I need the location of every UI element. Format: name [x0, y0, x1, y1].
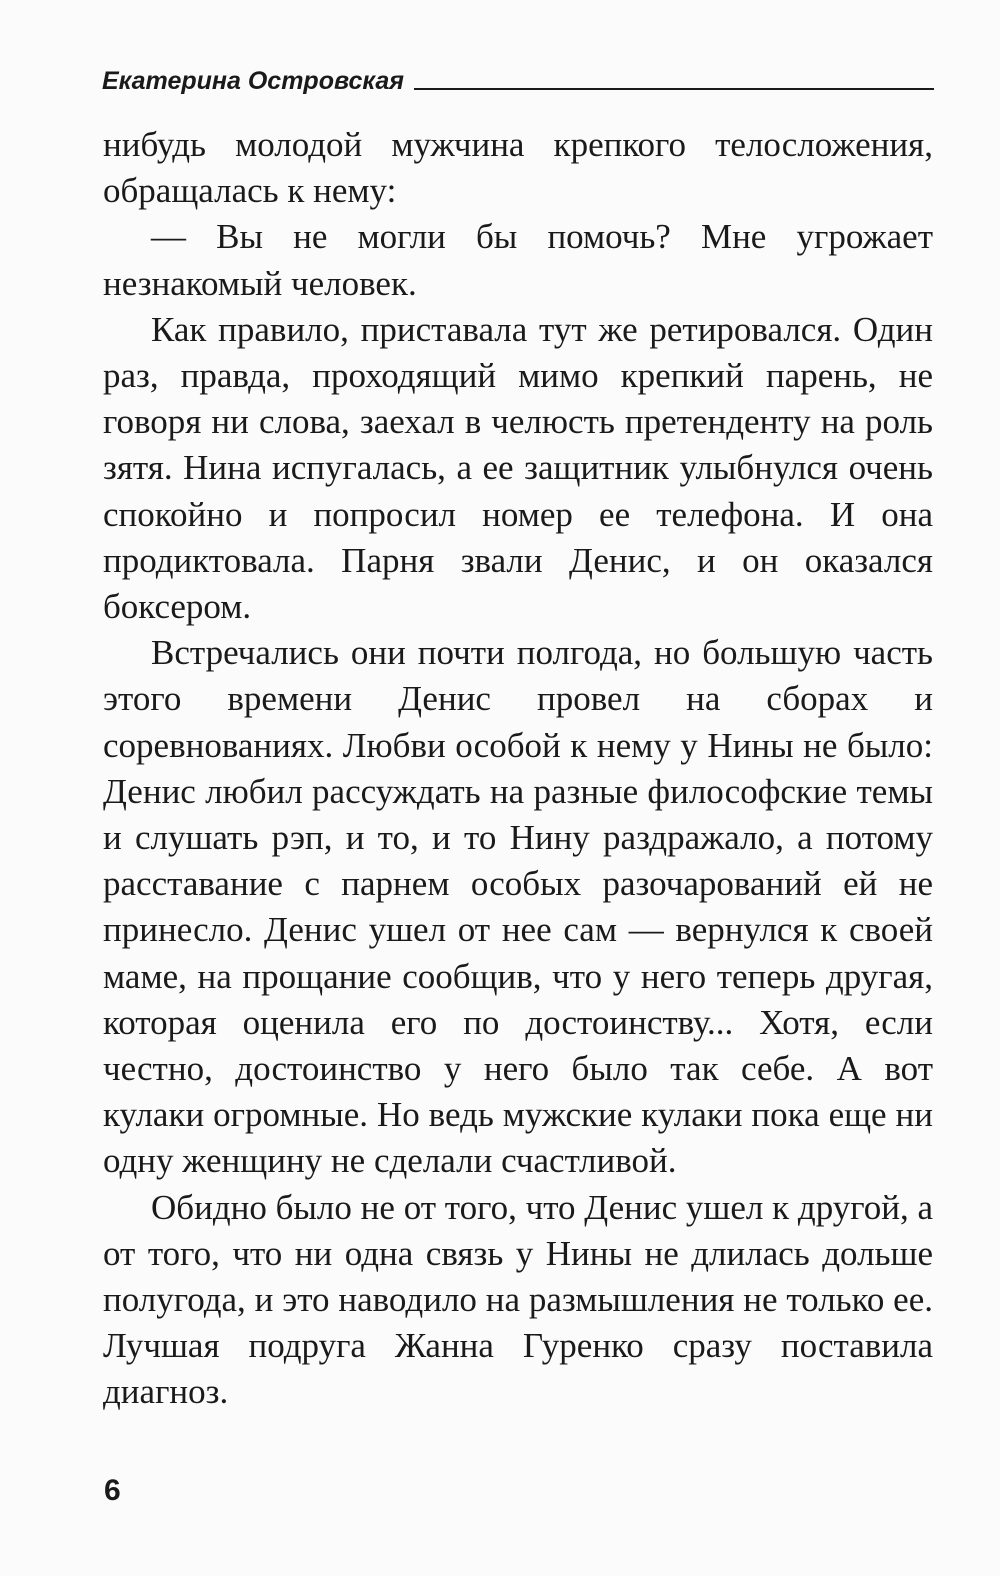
paragraph: нибудь молодой мужчина крепкого телосложения, обращалась к нему: [103, 125, 933, 211]
author-name: Екатерина Островская [102, 67, 404, 95]
body-text [103, 122, 933, 1416]
paragraph: Встречались они почти полгода, но большую часть этого времени Денис провел на сборах и соревнованиях. Любви особой к нему у Нины не было: Денис любил рассуждать на разные философские темы и слушать рэп, и то, и то Нину раздражало, а потому расставание с парнем особых разочарований ей не принесло. Денис ушел от нее сам — вернулся к своей маме, на прощание сообщив, что у него теперь другая, которая оценила его по достоинству... Хотя, если честно, достоинство у него было так себе. А вот кулаки огромные. Но ведь мужские кулаки пока еще ни одну женщину не сделали счастливой. [103, 633, 933, 1181]
running-header [102, 54, 934, 94]
header-rule [414, 88, 934, 90]
paragraph: Обидно было не от того, что Денис ушел к другой, а от того, что ни одна связь у Нины не длилась дольше полугода, и это наводило на размышления не только ее. Лучшая подруга Жанна Гуренко сразу поставила диагноз. [103, 1187, 933, 1412]
page-number: 6 [104, 1474, 121, 1507]
paragraph: — Вы не могли бы помочь? Мне угрожает незнакомый человек. [103, 217, 933, 303]
paragraph: Как правило, приставала тут же ретировался. Один раз, правда, проходящий мимо крепкий парень, не говоря ни слова, заехал в челюсть претенденту на роль зятя. Нина испугалась, а ее защитник улыбнулся очень спокойно и попросил номер ее телефона. И она продиктовала. Парня звали Денис, и он оказался боксером. [103, 309, 933, 627]
